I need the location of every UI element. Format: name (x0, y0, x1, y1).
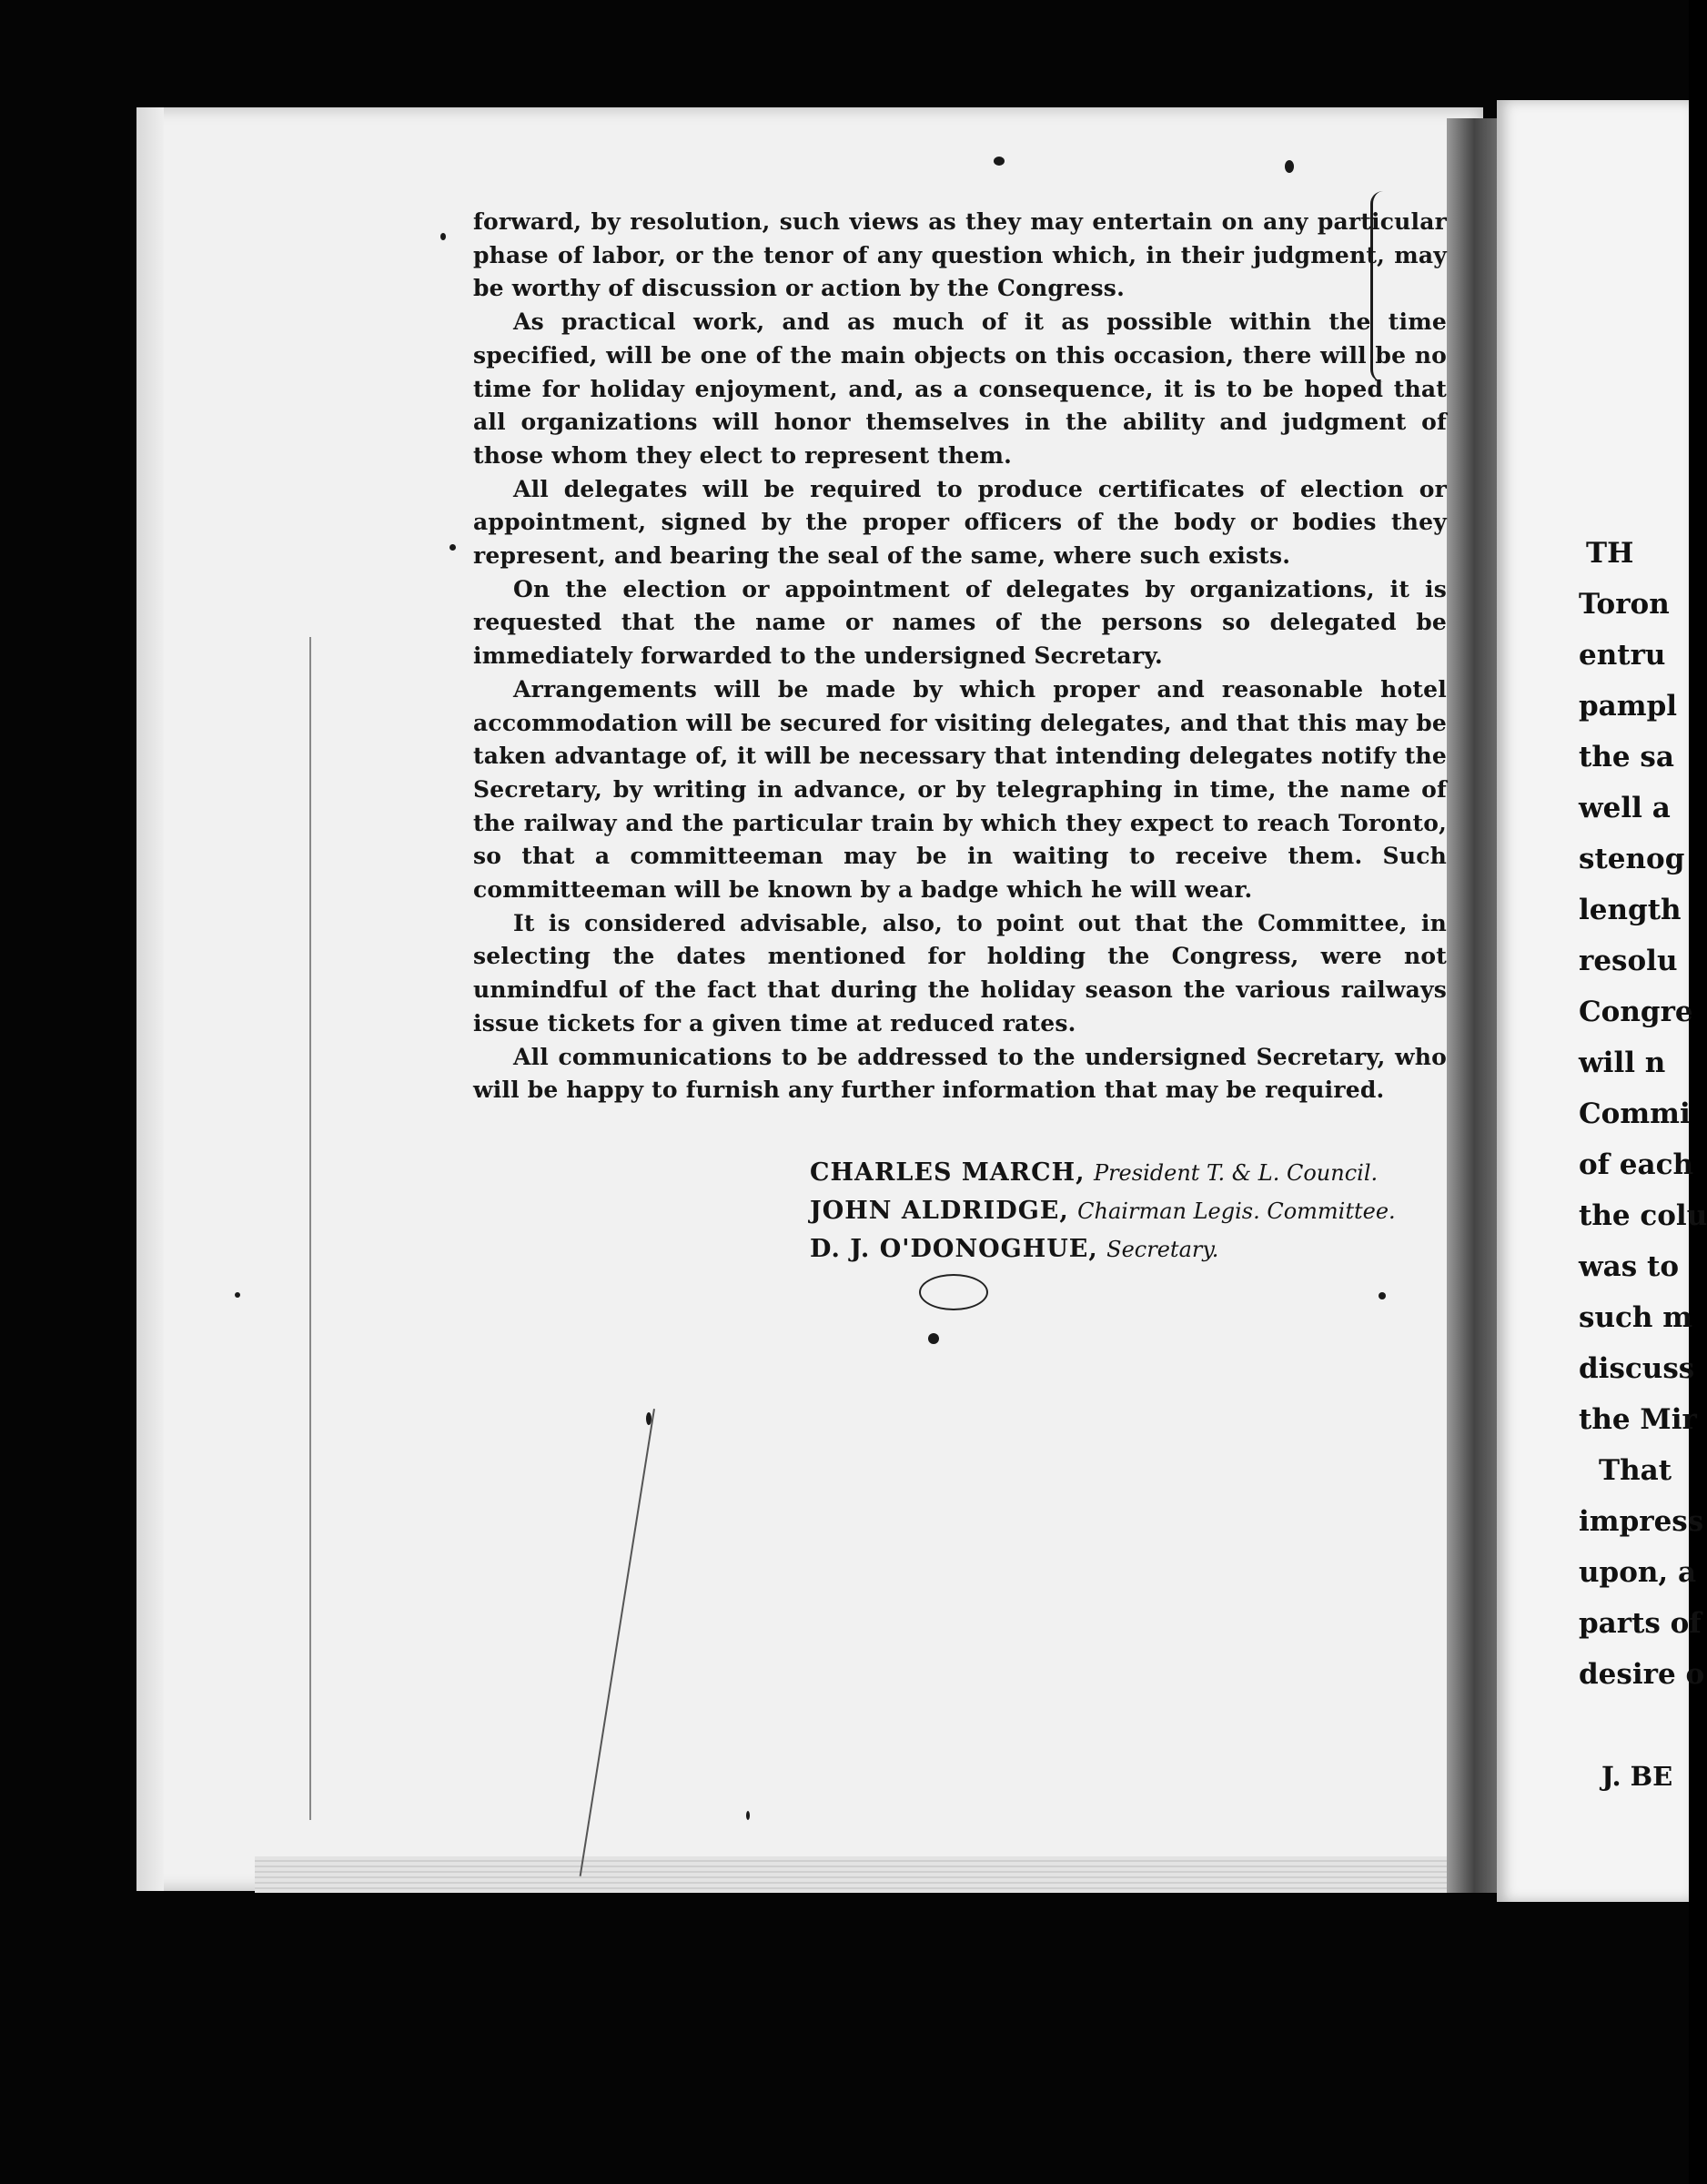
ink-speck (449, 544, 456, 551)
paragraph-communications: All communications to be addressed to the undersigned Secretary, who will be happy to furnish any further information that may be required. (473, 1043, 1447, 1104)
signatory-title: Chairman Legis. Committee. (1077, 1198, 1396, 1224)
page-stack-edge (255, 1856, 1483, 1893)
facing-line: That (1599, 1454, 1672, 1487)
facing-line: entru (1579, 639, 1666, 672)
facing-line: impress (1579, 1505, 1704, 1538)
facing-line: stenog (1579, 843, 1685, 875)
signatory-title: President T. & L. Council. (1093, 1160, 1379, 1186)
signatory-title: Secretary. (1106, 1237, 1219, 1262)
facing-line: the sa (1579, 741, 1674, 774)
facing-line: resolu (1579, 945, 1678, 977)
paragraph-practical-work: As practical work, and as much of it as possible within the time specified, will be one of the main objects on this occasion, there will be no time for holiday enjoyment, and, as a consequence, it is to be hoped that all organizations will honor themselves in the ability and judgment of those whom they elect to represent them. (473, 308, 1447, 469)
facing-line: pampl (1579, 690, 1678, 723)
paragraph-delegate-names: On the election or appointment of delegates by organizations, it is requested that the name or names of the persons so delegated be immediately forwarded to the undersigned Secretary. (473, 575, 1447, 670)
facing-line: desire o (1579, 1658, 1705, 1691)
facing-line: was to (1579, 1250, 1680, 1283)
facing-page-text (1579, 528, 1707, 1700)
facing-line: length (1579, 894, 1682, 926)
facing-line: of each (1579, 1148, 1694, 1181)
ink-scribble-mark (919, 1274, 988, 1310)
paragraph-reduced-rates: It is considered advisable, also, to point out that the Committee, in selecting the dates mentioned for holding the Congress, were not unmindful of the fact that during the holiday season the various railways issue tickets for a given time at reduced rates. (473, 909, 1447, 1036)
facing-page-footer: J. BE (1601, 1761, 1673, 1792)
document-body (473, 206, 1447, 1107)
facing-line: upon, a (1579, 1556, 1697, 1589)
ink-speck (1285, 160, 1294, 173)
signature-line (810, 1154, 1447, 1192)
facing-line: Toron (1579, 588, 1670, 621)
facing-line: will n (1579, 1046, 1666, 1079)
signature-line (810, 1230, 1447, 1269)
ink-speck (1379, 1292, 1386, 1299)
signatory-name: JOHN ALDRIDGE, (810, 1197, 1069, 1225)
facing-line: Congre (1579, 996, 1693, 1028)
paragraph-certificates: All delegates will be required to produce certificates of election or appointment, signed by the proper officers of the body or bodies they represent, and bearing the seal of the same, where such exists. (473, 475, 1447, 570)
ink-speck (440, 233, 446, 240)
facing-line: the Mir (1579, 1403, 1697, 1436)
facing-line: Commi (1579, 1097, 1691, 1130)
facing-line: discuss (1579, 1352, 1695, 1385)
ink-speck (928, 1333, 939, 1344)
left-page-edge (136, 107, 164, 1891)
facing-line: such m (1579, 1301, 1692, 1334)
paragraph-accommodation: Arrangements will be made by which proper and reasonable hotel accommodation will be secured for visiting delegates, and that this may be taken advantage of, it will be necessary that intending delegates notify the Secretary, by writing in advance, or by telegraphing in time, the name of the railway and the particular train by which they expect to reach Toronto, so that a committeeman may be in waiting to receive them. Such committeeman will be known by a badge which he will wear. (473, 675, 1447, 904)
facing-line: the colu (1579, 1199, 1707, 1232)
ink-speck (235, 1292, 240, 1298)
signatory-name: D. J. O'DONOGHUE, (810, 1235, 1098, 1263)
scratch-line (309, 637, 311, 1820)
book-gutter (1447, 118, 1497, 1893)
signature-block (810, 1154, 1447, 1269)
signatory-name: CHARLES MARCH, (810, 1158, 1086, 1187)
facing-line: TH (1586, 537, 1634, 570)
ink-speck (994, 157, 1005, 166)
facing-line: well a (1579, 792, 1671, 824)
facing-line: parts of (1579, 1607, 1702, 1640)
ink-speck (746, 1811, 750, 1820)
paragraph-continuation: forward, by resolution, such views as they may entertain on any particular phase of labor, or the tenor of any question which, in their judgment, may be worthy of discussion or action by the Congress. (473, 208, 1447, 302)
signature-line (810, 1192, 1447, 1230)
